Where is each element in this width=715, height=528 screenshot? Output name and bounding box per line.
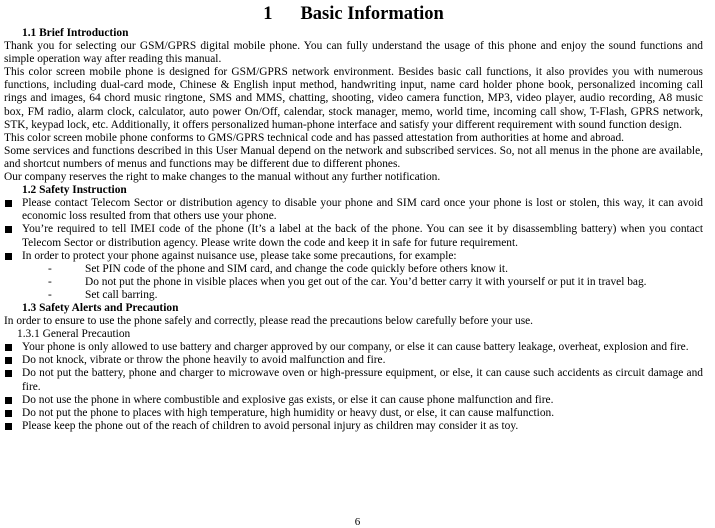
section-heading-1-3: 1.3 Safety Alerts and Precaution <box>22 301 179 314</box>
list-item: Please keep the phone out of the reach of children to avoid personal injury as children may consider it as toy. <box>4 420 703 433</box>
page-number: 6 <box>354 516 361 528</box>
chapter-title <box>4 3 703 25</box>
chapter-title-text: Basic Information <box>300 4 444 24</box>
safety-instruction-list <box>4 197 703 262</box>
dash-item: - Do not put the phone in visible places when you get out of the car. You’d better carry it with yourself or put it in travel bag. <box>4 276 703 289</box>
list-item: Do not knock, vibrate or throw the phone heavily to avoid malfunction and fire. <box>4 354 703 367</box>
dash-item: - Set PIN code of the phone and SIM card, and change the code quickly before others know it. <box>4 263 703 276</box>
precaution-dash-list <box>4 263 703 302</box>
subsection-heading-1-3-1: 1.3.1 General Precaution <box>17 328 131 341</box>
list-item: You’re required to tell IMEI code of the phone (It’s a label at the back of the phone. You can see it by disassembling battery) when you contact Telecom Sector or distribution agency. Please write down the code and keep it in safe for future requirement. <box>4 223 703 249</box>
chapter-number: 1 <box>263 4 273 24</box>
section-heading-1-1: 1.1 Brief Introduction <box>22 27 129 39</box>
section-heading-1-2: 1.2 Safety Instruction <box>22 184 127 197</box>
document-page <box>4 3 703 433</box>
paragraph: Thank you for selecting our GSM/GPRS digital mobile phone. You can fully understand the usage of this phone and enjoy the sound functions and simple operation way after reading this manual. <box>4 40 703 66</box>
paragraph: This color screen mobile phone conforms to GMS/GPRS technical code and has passed attestation from authorities at home and abroad. <box>4 131 625 144</box>
list-item: In order to protect your phone against nuisance use, please take some precautions, for example: <box>4 250 703 263</box>
paragraph: Our company reserves the right to make changes to the manual without any further notification. <box>4 171 441 184</box>
paragraph: This color screen mobile phone is designed for GSM/GPRS network environment. Besides basic call functions, it also provides you with numerous functions, including dual-card mode, Chinese & English input method, handwriting input, name card holder phone book, personalized incoming call rings and images, 64 chord music ringtone, SMS and MMS, chatting, shooting, video camera function, MP3, video player, audio recording, A8 music box, FM radio, alarm clock, calculator, auto power On/Off, calendar, stock manager, memo, world time, incoming call show, T-Flash, GPRS network, STK, keypad lock, etc. Additionally, it offers personalized human-phone interface and satisfy your different requirement with sound function design. <box>4 66 703 131</box>
list-item: Do not put the battery, phone and charger to microwave oven or high-pressure equipment, or else, it can cause such accidents as circuit damage and fire. <box>4 367 703 393</box>
list-item: Do not use the phone in where combustible and explosive gas exists, or else it can cause phone malfunction and fire. <box>4 394 703 407</box>
general-precaution-list <box>4 341 703 433</box>
list-item: Do not put the phone to places with high temperature, high humidity or heavy dust, or else, it can cause malfunction. <box>4 407 703 420</box>
list-item: Please contact Telecom Sector or distribution agency to disable your phone and SIM card once your phone is lost or stolen, this way, it can avoid economic loss resulted from that others use your phone. <box>4 197 703 223</box>
dash-item: - Set call barring. <box>4 289 703 302</box>
paragraph: In order to ensure to use the phone safely and correctly, please read the precautions below carefully before your use. <box>4 315 534 328</box>
paragraph: Some services and functions described in this User Manual depend on the network and subscribed services. So, not all menus in the phone are available, and shortcut numbers of menus and functions may be different due to different phones. <box>4 144 703 170</box>
list-item: Your phone is only allowed to use battery and charger approved by our company, or else it can cause battery leakage, overheat, explosion and fire. <box>4 341 703 354</box>
